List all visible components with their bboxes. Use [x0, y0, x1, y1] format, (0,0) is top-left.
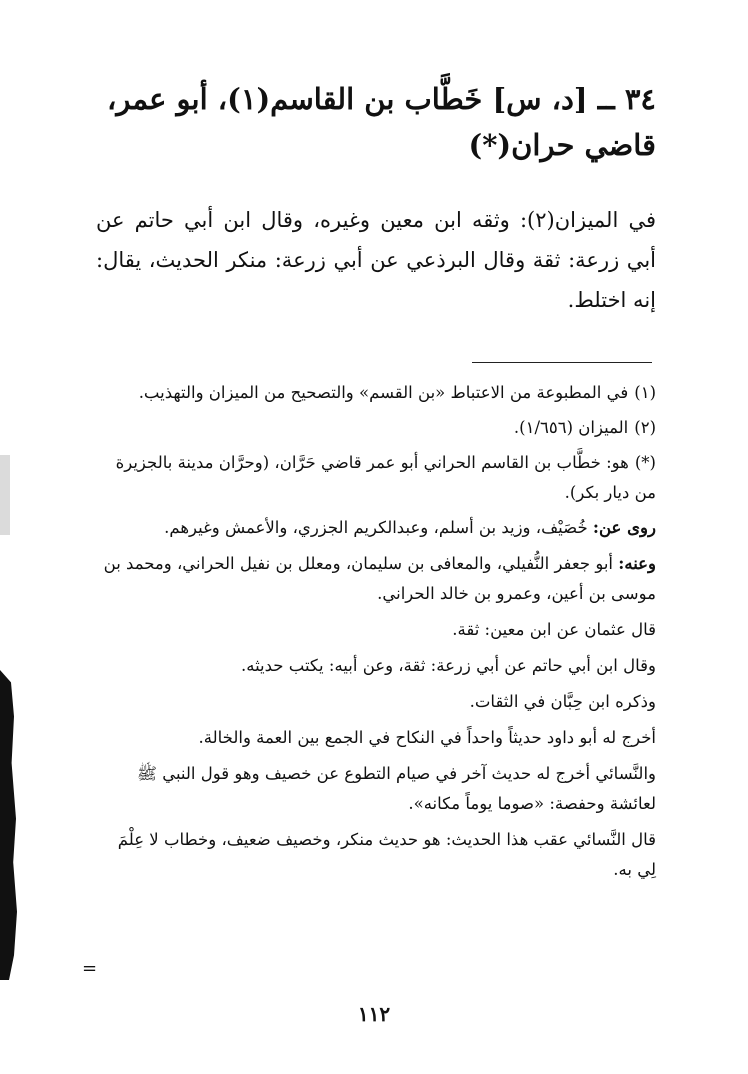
- entry-body: في الميزان(٢): وثقه ابن معين وغيره، وقال ابن أبي حاتم عن أبي زرعة: ثقة وقال البرذعي عن أبي زرعة: منكر الحديث، يقال: إنه اختلط.: [96, 208, 657, 312]
- margin-mark: =: [82, 958, 98, 979]
- biography-notes: [96, 513, 656, 885]
- bio-line: قال النَّسائي عقب هذا الحديث: هو حديث منكر، وخصيف ضعيف، وخطاب لا عِلْمَ لِي به.: [117, 830, 656, 879]
- bio-line: والنَّسائي أخرج له حديث آخر في صيام التطوع عن خصيف وهو قول النبي ﷺ لعائشة وحفصة: «صوما يوماً مكانه».: [137, 764, 656, 813]
- footnotes: [96, 378, 656, 891]
- footnote-1: [96, 378, 656, 408]
- bio-line: وقال ابن أبي حاتم عن أبي زرعة: ثقة، وعن أبيه: يكتب حديثه.: [240, 656, 656, 675]
- bio-text: خُصَيْف، وزيد بن أسلم، وعبدالكريم الجزري، والأعمش وغيرهم.: [164, 518, 588, 537]
- entry-subtitle: قاضي حران(*): [468, 128, 656, 162]
- bio-line: أخرج له أبو داود حديثاً واحداً في النكاح في الجمع بين العمة والخالة.: [198, 728, 656, 747]
- bio-anhu: [96, 549, 656, 609]
- entry-title: ٣٤ ــ [د، س] خَطَّاب بن القاسم(١)، أبو عمر،: [107, 82, 656, 116]
- bio-rawa: [96, 513, 656, 543]
- bio-line: قال عثمان عن ابن معين: ثقة.: [452, 620, 656, 639]
- footnote-2: [96, 413, 656, 443]
- bio-line: وذكره ابن حِبَّان في الثقات.: [469, 692, 656, 711]
- footnote-number: (*): [634, 453, 656, 472]
- footnote-text: هو: خطَّاب بن القاسم الحراني أبو عمر قاضي حَرَّان، (وحرَّان مدينة بالجزيرة من ديار بكر).: [115, 453, 656, 502]
- footnote-rule: [472, 362, 652, 363]
- bio-label: روى عن:: [592, 518, 656, 537]
- page-number: ١١٢: [357, 1002, 391, 1026]
- footnote-number: (٢): [634, 418, 656, 437]
- bio-text: أبو جعفر النُّفيلي، والمعافى بن سليمان، ومعلل بن نفيل الحراني، ومحمد بن موسى بن أعين، وعمرو بن خالد الحراني.: [103, 554, 656, 603]
- footnote-star: [96, 448, 656, 508]
- footnote-number: (١): [634, 383, 656, 402]
- scan-edge-shadow: [0, 670, 20, 980]
- scan-shadow: [0, 455, 10, 535]
- bio-label: وعنه:: [618, 554, 656, 573]
- footnote-text: في المطبوعة من الاعتباط «بن القسم» والتصحيح من الميزان والتهذيب.: [138, 383, 629, 402]
- footnote-text: الميزان (١/٦٥٦).: [513, 418, 629, 437]
